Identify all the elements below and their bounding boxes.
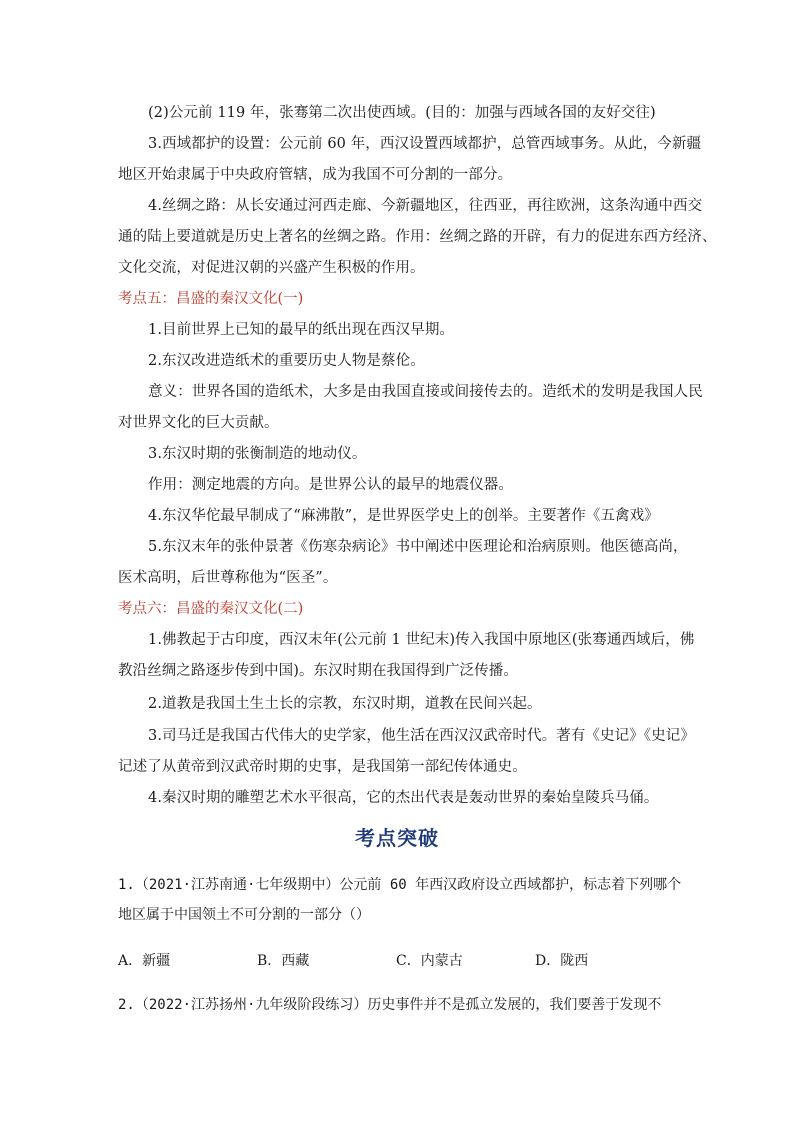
paragraph-line: 作用：测定地震的方向。是世界公认的最早的地震仪器。 [148,477,513,493]
question-stem: 地区属于中国领土不可分割的一部分（） [118,907,370,923]
paragraph-line: 3.司马迁是我国古代伟大的史学家，他生活在西汉汉武帝时代。著有《史记》《史记》 [148,728,695,744]
paragraph-line: 4.秦汉时期的雕塑艺术水平很高，它的杰出代表是轰动世界的秦始皇陵兵马俑。 [148,790,659,806]
paragraph-line: 3.东汉时期的张衡制造的地动仪。 [148,446,367,462]
answer-option-b[interactable]: B．西藏 [257,953,310,969]
paragraph-line: 记述了从黄帝到汉武帝时期的史事，是我国第一部纪传体通史。 [118,759,527,775]
paragraph-line: 意义：世界各国的造纸术，大多是由我国直接或间接传去的。造纸术的发明是我国人民 [148,384,703,400]
paragraph-line: 3.西域都护的设置：公元前 60 年，西汉设置西域都护，总管西域事务。从此，今新疆 [148,136,702,152]
paragraph-line: 文化交流，对促进汉朝的兴盛产生积极的作用。 [118,260,425,276]
answer-option-c[interactable]: C．内蒙古 [396,953,463,969]
paragraph-line: 2.东汉改进造纸术的重要历史人物是蔡伦。 [148,353,425,369]
section-title: 考点突破 [355,826,439,850]
paragraph-line: 4.东汉华佗最早制成了“麻沸散”，是世界医学史上的创举。主要著作《五禽戏》 [148,508,659,524]
paragraph-line: 对世界文化的巨大贡献。 [118,415,279,431]
answer-option-a[interactable]: A．新疆 [118,953,171,969]
section-heading: 考点五：昌盛的秦汉文化(一) [118,291,304,307]
paragraph-line: (2)公元前 119 年，张骞第二次出使西域。(目的：加强与西域各国的友好交往) [148,105,656,121]
paragraph-line: 4.丝绸之路：从长安通过河西走廊、今新疆地区，往西亚，再往欧洲，这条沟通中西交 [148,198,703,214]
paragraph-line: 1.目前世界上已知的最早的纸出现在西汉早期。 [148,322,455,338]
paragraph-line: 教沿丝绸之路逐步传到中国)。东汉时期在我国得到广泛传播。 [118,663,518,679]
paragraph-line: 医术高明，后世尊称他为“医圣”。 [118,570,338,586]
question-stem: 1.（2021·江苏南通·七年级期中）公元前 60 年西汉政府设立西域都护，标志着下列哪个 [118,877,682,893]
paragraph-line: 5.东汉末年的张仲景著《伤寒杂病论》书中阐述中医理论和治病原则。他医德高尚， [148,539,688,555]
question-stem: 2.（2022·江苏扬州·九年级阶段练习）历史事件并不是孤立发展的，我们要善于发现不 [118,997,662,1013]
answer-option-d[interactable]: D．陇西 [535,953,589,969]
paragraph-line: 通的陆上要道就是历史上著名的丝绸之路。作用：丝绸之路的开辟，有力的促进东西方经济、 [118,229,717,245]
paragraph-line: 地区开始隶属于中央政府管辖，成为我国不可分割的一部分。 [118,167,513,183]
section-heading: 考点六：昌盛的秦汉文化(二) [118,601,304,617]
paragraph-line: 2.道教是我国土生土长的宗教，东汉时期，道教在民间兴起。 [148,696,542,712]
paragraph-line: 1.佛教起于古印度，西汉末年(公元前 1 世纪末)传入我国中原地区(张骞通西域后，佛 [148,632,695,648]
